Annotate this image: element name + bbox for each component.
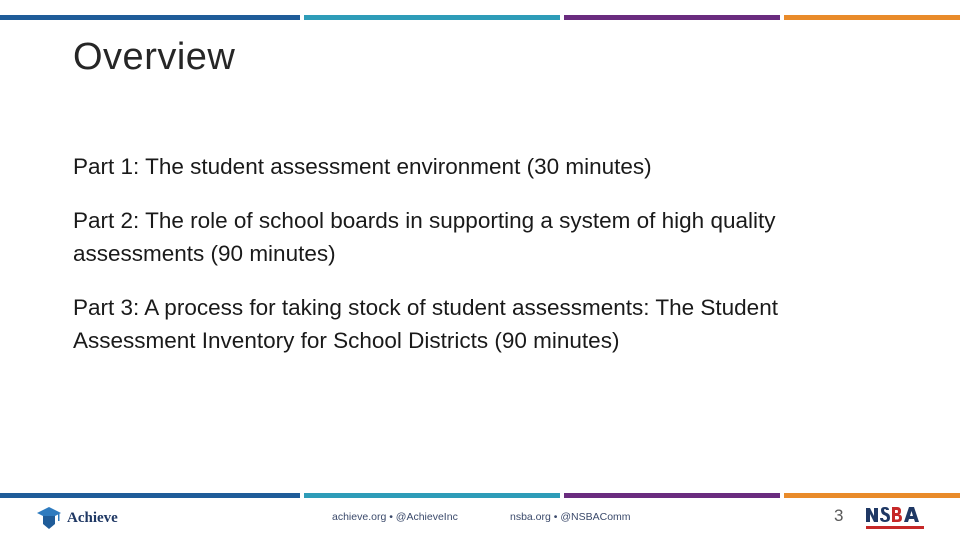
page-number: 3 bbox=[834, 506, 844, 525]
achieve-logo-text: Achieve bbox=[67, 509, 118, 526]
nsba-contact-link[interactable]: nsba.org • @NSBAComm bbox=[510, 511, 631, 523]
top-bar-orange bbox=[784, 15, 960, 20]
nsba-logo-icon bbox=[864, 502, 926, 532]
top-bar-blue bbox=[0, 15, 300, 20]
bottom-bar-blue bbox=[0, 493, 300, 498]
achieve-contact-link[interactable]: achieve.org • @AchieveInc bbox=[332, 511, 458, 523]
graduation-cap-icon bbox=[36, 505, 62, 531]
bottom-bar-purple bbox=[564, 493, 780, 498]
top-bar-purple bbox=[564, 15, 780, 20]
slide-title: Overview bbox=[73, 36, 236, 78]
achieve-logo bbox=[36, 504, 118, 532]
bottom-bar-orange bbox=[784, 493, 960, 498]
agenda-item-part-1: Part 1: The student assessment environment (30 minutes) bbox=[73, 154, 652, 179]
slide-body bbox=[73, 150, 893, 378]
agenda-item-part-3: Part 3: A process for taking stock of student assessments: The Student Assessment Inventory for School Districts (90 minutes) bbox=[73, 295, 778, 353]
top-bar-teal bbox=[304, 15, 560, 20]
agenda-item-part-2: Part 2: The role of school boards in supporting a system of high quality assessments (90 minutes) bbox=[73, 208, 776, 266]
bottom-bar-teal bbox=[304, 493, 560, 498]
